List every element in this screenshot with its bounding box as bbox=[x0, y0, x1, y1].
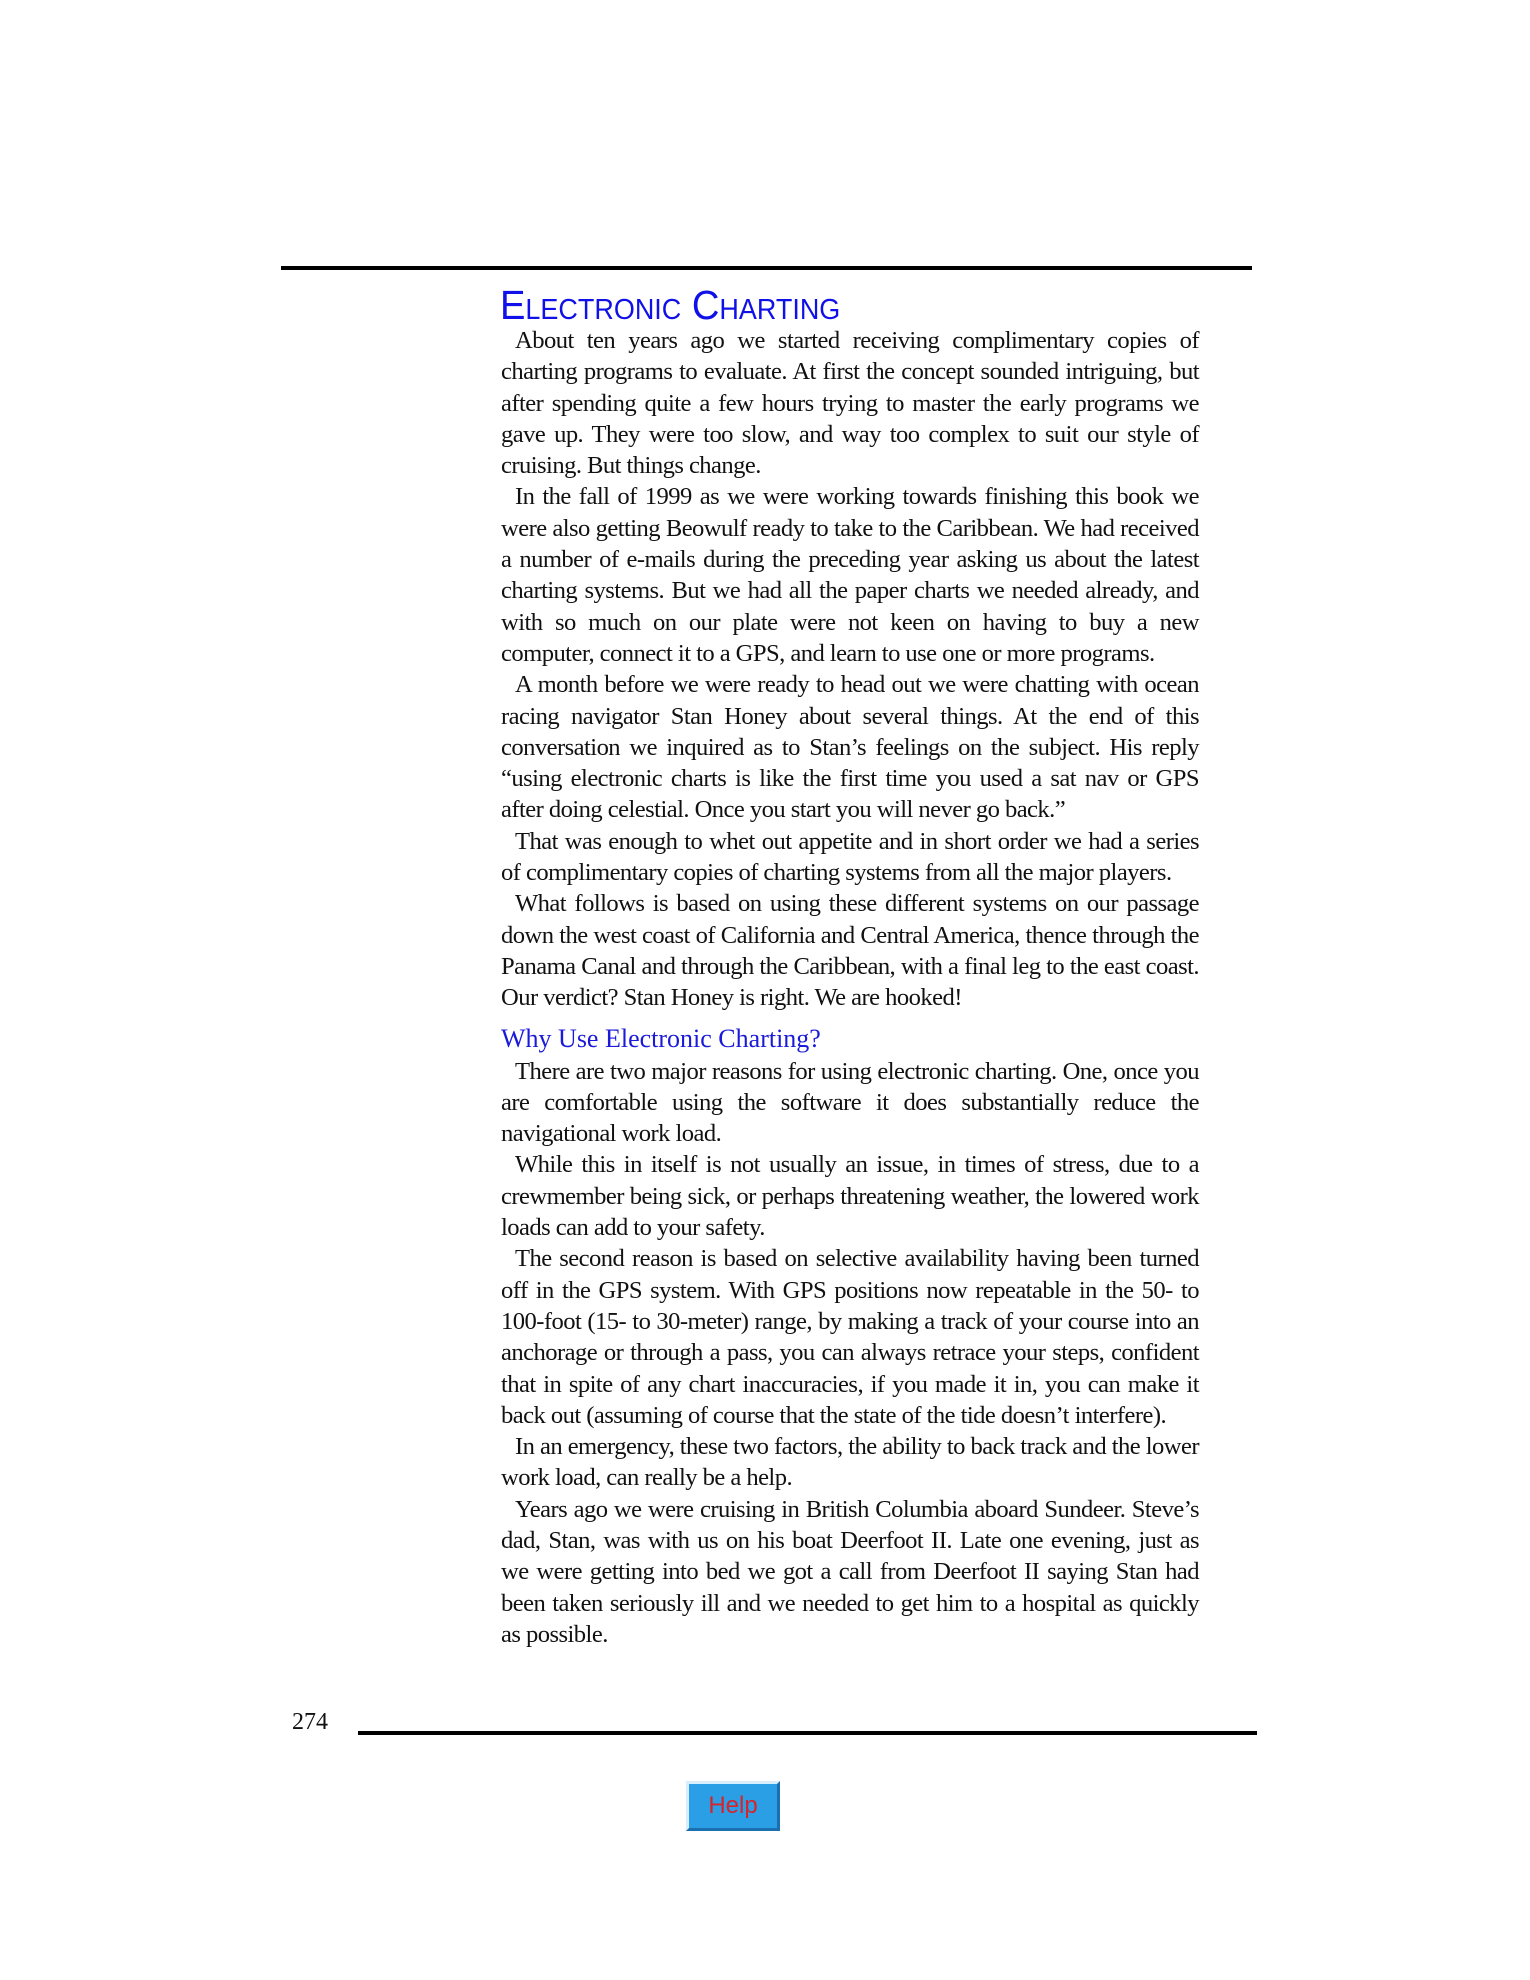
chapter-title: Electronic Charting bbox=[500, 282, 841, 328]
intro-section bbox=[501, 325, 1199, 1014]
paragraph: What follows is based on using these different systems on our passage down the west coast of California and Central America, thence through the Panama Canal and through the Caribbean, with a final leg to the east coast. Our verdict? Stan Honey is right. We are hooked! bbox=[501, 890, 1199, 1012]
why-use-section bbox=[501, 1024, 1199, 1651]
paragraph: There are two major reasons for using electronic charting. One, once you are comfortable using the software it does substantially reduce the navigational work load. bbox=[501, 1057, 1199, 1148]
paragraph: That was enough to whet out appetite and in short order we had a series of complimentary copies of charting systems from all the major players. bbox=[501, 827, 1199, 887]
paragraph: In the fall of 1999 as we were working towards finishing this book we were also getting Beowulf ready to take to the Caribbean. We had received a number of e-mails during the preceding year asking us about the latest charting systems. But we had all the paper charts we needed already, and with so much on our plate were not keen on having to buy a new computer, connect it to a GPS, and learn to use one or more programs. bbox=[501, 483, 1199, 667]
paragraph: While this in itself is not usually an issue, in times of stress, due to a crewmember being sick, or perhaps threatening weather, the lowered work loads can add to your safety. bbox=[501, 1151, 1199, 1242]
paragraph: A month before we were ready to head out we were chatting with ocean racing navigator Stan Honey about several things. At the end of this conversation we inquired as to Stan’s feelings on the subject. His reply “using electronic charts is like the first time you used a sat nav or GPS after doing celestial. Once you start you will never go back.” bbox=[501, 671, 1199, 824]
section-heading: Why Use Electronic Charting? bbox=[501, 1023, 821, 1053]
page-content bbox=[501, 282, 1199, 1650]
footer-rule bbox=[358, 1731, 1257, 1735]
paragraph: Years ago we were cruising in British Columbia aboard Sundeer. Steve’s dad, Stan, was with us on his boat Deerfoot II. Late one evening, just as we were getting into bed we got a call from Deerfoot II saying Stan had been taken seriously ill and we needed to get him to a hospital as quickly as possible. bbox=[501, 1495, 1199, 1648]
paragraph: The second reason is based on selective availability having been turned off in the GPS system. With GPS positions now repeatable in the 50- to 100-foot (15- to 30-meter) range, by making a track of your course into an anchorage or through a pass, you can always retrace your steps, confident that in spite of any chart inaccuracies, if you made it in, you can make it back out (assuming of course that the state of the tide doesn’t interfere). bbox=[501, 1245, 1199, 1429]
header-rule bbox=[281, 266, 1252, 270]
paragraph: About ten years ago we started receiving complimentary copies of charting programs to evaluate. At first the concept sounded intriguing, but after spending quite a few hours trying to master the early programs we gave up. They were too slow, and way too complex to suit our style of cruising. But things change. bbox=[501, 327, 1199, 480]
page-number: 274 bbox=[292, 1709, 328, 1735]
help-button[interactable]: Help bbox=[686, 1781, 780, 1831]
paragraph: In an emergency, these two factors, the ability to back track and the lower work load, can really be a help. bbox=[501, 1433, 1199, 1492]
